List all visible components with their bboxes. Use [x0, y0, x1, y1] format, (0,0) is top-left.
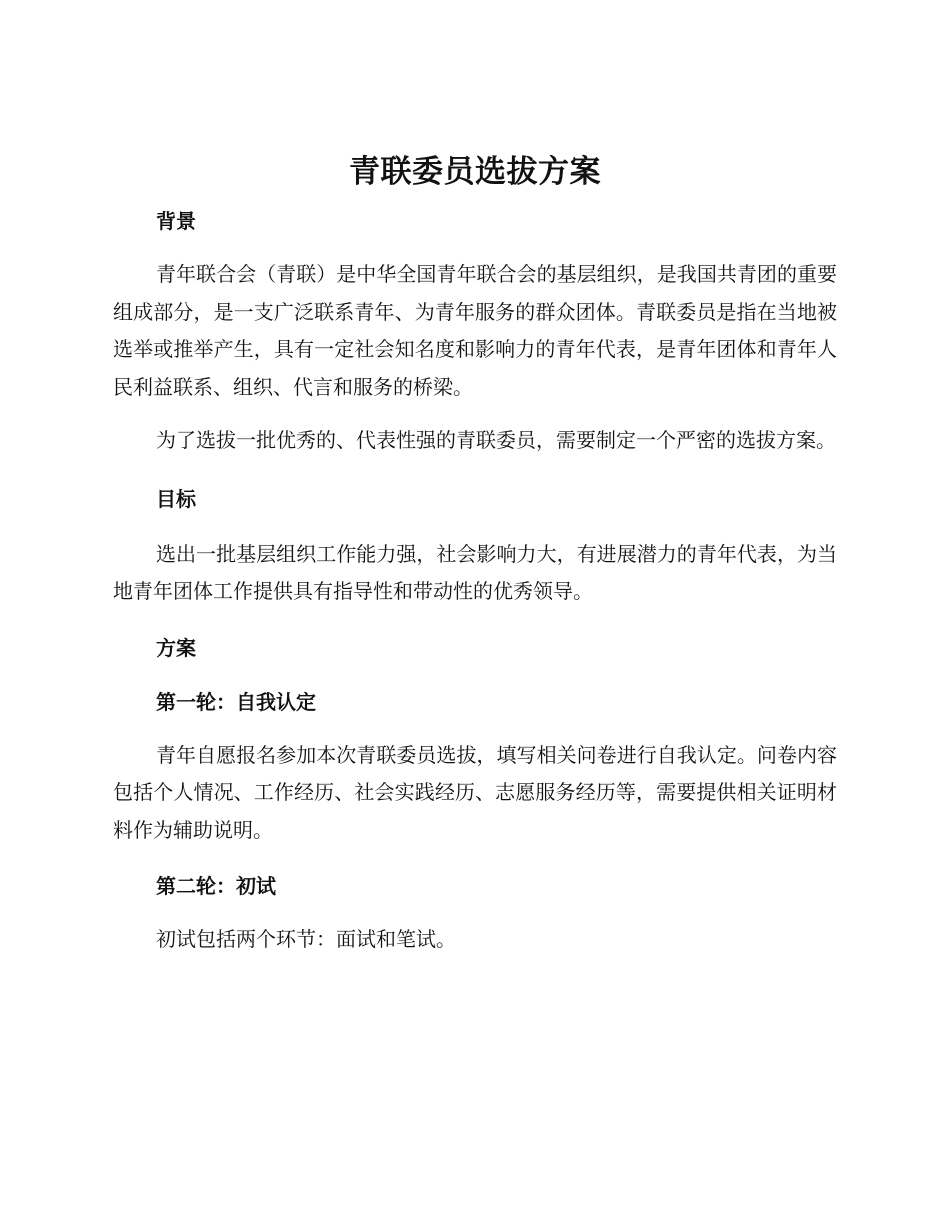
paragraph-round2: 初试包括两个环节：面试和笔试。	[156, 927, 456, 951]
heading-round2: 第二轮：初试	[156, 874, 276, 898]
section-plan	[113, 633, 837, 959]
paragraph-goal: 选出一批基层组织工作能力强，社会影响力大，有进展潜力的青年代表，为当地青年团体工作提供具有指导性和带动性的优秀领导。	[113, 541, 837, 603]
section-goal	[113, 484, 837, 611]
paragraph-background-1: 青年联合会（青联）是中华全国青年联合会的基层组织，是我国共青团的重要组成部分，是一支广泛联系青年、为青年服务的群众团体。青联委员是指在当地被选举或推举产生，具有一定社会知名度和影响力的青年代表，是青年团体和青年人民利益联系、组织、代言和服务的桥梁。	[113, 262, 837, 399]
heading-round1: 第一轮：自我认定	[156, 689, 316, 714]
document-title: 青联委员选拔方案	[349, 154, 601, 190]
heading-goal: 目标	[156, 486, 196, 511]
section-background	[113, 206, 837, 460]
heading-background: 背景	[156, 209, 196, 233]
paragraph-round1: 青年自愿报名参加本次青联委员选拔，填写相关问卷进行自我认定。问卷内容包括个人情况、工作经历、社会实践经历、志愿服务经历等，需要提供相关证明材料作为辅助说明。	[113, 742, 837, 842]
paragraph-background-2: 为了选拔一批优秀的、代表性强的青联委员，需要制定一个严密的选拔方案。	[156, 428, 836, 452]
heading-plan: 方案	[156, 635, 196, 660]
